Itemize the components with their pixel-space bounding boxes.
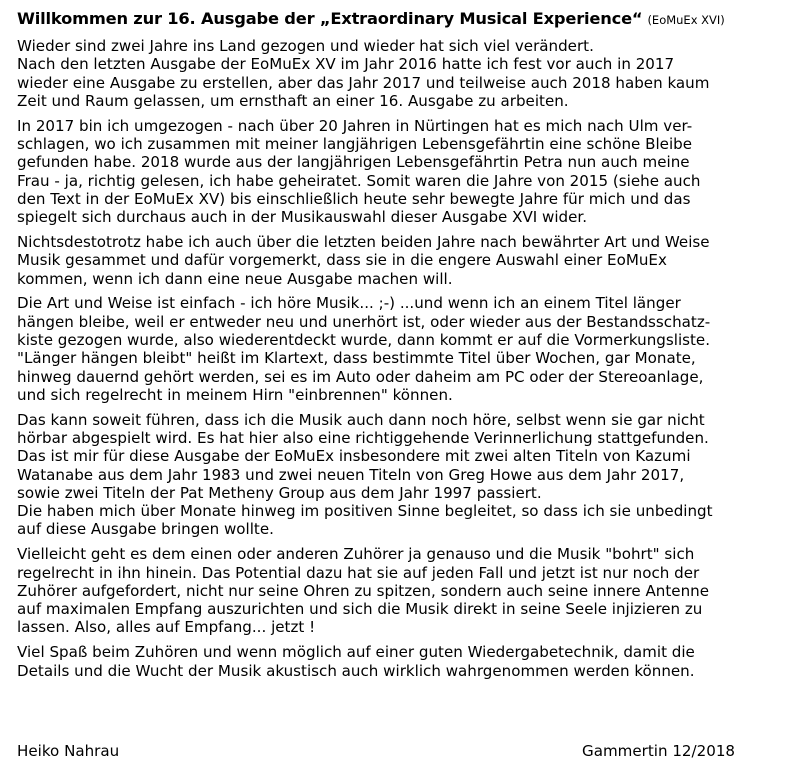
text-line: Die Art und Weise ist einfach - ich höre Musik... ;-) ...und wenn ich an einem Titel länger <box>17 294 681 313</box>
document-title: Willkommen zur 16. Ausgabe der „Extraordinary Musical Experience“ <box>17 9 643 28</box>
text-line: Nichtsdestotrotz habe ich auch über die letzten beiden Jahre nach bewährter Art und Weise <box>17 232 710 251</box>
text-line: sowie zwei Titeln der Pat Metheny Group aus dem Jahr 1997 passiert. <box>17 483 542 502</box>
text-line: gefunden habe. 2018 wurde aus der langjährigen Lebensgefährtin Petra nun auch meine <box>17 153 690 172</box>
text-line: lassen. Also, alles auf Empfang... jetzt ! <box>17 618 316 637</box>
document-page <box>17 8 789 686</box>
text-line: hängen bleibe, weil er entweder neu und unerhört ist, oder wieder aus der Bestandsschatz- <box>17 312 711 331</box>
paragraph <box>17 545 789 636</box>
text-line: und sich regelrecht in meinem Hirn "einbrennen" können. <box>17 385 453 404</box>
text-line: Das ist mir für diese Ausgabe der EoMuEx insbesondere mit zwei alten Titeln von Kazumi <box>17 447 691 466</box>
paragraph <box>17 643 789 680</box>
text-line: Musik gesammet und dafür vorgemerkt, dass sie in die engere Auswahl einer EoMuEx <box>17 251 667 270</box>
text-line: regelrecht in ihn hinein. Das Potential dazu hat sie auf jeden Fall und jetzt ist nur noch der <box>17 563 700 582</box>
text-line: auf maximalen Empfang auszurichten und sich die Musik direkt in seine Seele injizieren zu <box>17 600 703 619</box>
text-line: den Text in der EoMuEx XV) bis einschließlich heute sehr bewegte Jahre für mich und das <box>17 189 691 208</box>
author-name: Heiko Nahrau <box>17 742 120 760</box>
paragraph <box>17 294 789 404</box>
text-line: schlagen, wo ich zusammen mit meiner langjährigen Lebensgefährtin eine schöne Bleibe <box>17 134 693 153</box>
text-line: hinweg dauernd gehört werden, sei es im Auto oder daheim am PC oder der Stereoanlage, <box>17 367 704 386</box>
text-line: In 2017 bin ich umgezogen - nach über 20 Jahren in Nürtingen hat es mich nach Ulm ver- <box>17 116 693 135</box>
text-line: Zuhörer aufgefordert, nicht nur seine Ohren zu spitzen, sondern auch seine innere Antenne <box>17 581 709 600</box>
text-line: Viel Spaß beim Zuhören und wenn möglich auf einer guten Wiedergabetechnik, damit die <box>17 643 695 662</box>
text-line: Vielleicht geht es dem einen oder anderen Zuhörer ja genauso und die Musik "bohrt" sich <box>17 545 695 564</box>
paragraph <box>17 411 789 539</box>
paragraph <box>17 233 789 288</box>
text-line: Die haben mich über Monate hinweg im positiven Sinne begleitet, so dass ich sie unbedingt <box>17 502 713 521</box>
text-line: "Länger hängen bleibt" heißt im Klartext, dass bestimmte Titel über Wochen, gar Monate, <box>17 349 696 368</box>
text-line: Das kann soweit führen, dass ich die Musik auch dann noch höre, selbst wenn sie gar nicht <box>17 410 705 429</box>
text-line: auf diese Ausgabe bringen wollte. <box>17 520 274 539</box>
text-line: hörbar abgespielt wird. Es hat hier also eine richtiggehende Verinnerlichung stattgefunden. <box>17 428 709 447</box>
text-line: Frau - ja, richtig gelesen, ich habe geheiratet. Somit waren die Jahre von 2015 (siehe auch <box>17 171 701 190</box>
text-line: Wieder sind zwei Jahre ins Land gezogen und wieder hat sich viel verändert. <box>17 37 594 55</box>
text-line: kiste gezogen wurde, also wiederentdeckt wurde, dann kommt er auf die Vormerkungsliste. <box>17 330 711 349</box>
text-line: Details und die Wucht der Musik akustisch auch wirklich wahrgenommen werden können. <box>17 661 695 680</box>
document-title-line <box>17 8 789 31</box>
text-line: kommen, wenn ich dann eine neue Ausgabe machen will. <box>17 269 453 288</box>
text-line: wieder eine Ausgabe zu erstellen, aber das Jahr 2017 und teilweise auch 2018 haben kaum <box>17 73 710 92</box>
place-and-date: Gammertin 12/2018 <box>582 742 736 760</box>
edition-abbreviation: (EoMuEx XVI) <box>647 13 725 27</box>
text-line: Watanabe aus dem Jahr 1983 und zwei neuen Titeln von Greg Howe aus dem Jahr 2017, <box>17 465 685 484</box>
text-line: Zeit und Raum gelassen, um ernsthaft an einer 16. Ausgabe zu arbeiten. <box>17 91 569 110</box>
paragraph <box>17 117 789 227</box>
text-line: spiegelt sich durchaus auch in der Musikauswahl dieser Ausgabe XVI wider. <box>17 208 588 227</box>
paragraph <box>17 37 789 110</box>
text-line: Nach den letzten Ausgabe der EoMuEx XV im Jahr 2016 hatte ich fest vor auch in 2017 <box>17 55 675 74</box>
document-body <box>17 37 789 680</box>
